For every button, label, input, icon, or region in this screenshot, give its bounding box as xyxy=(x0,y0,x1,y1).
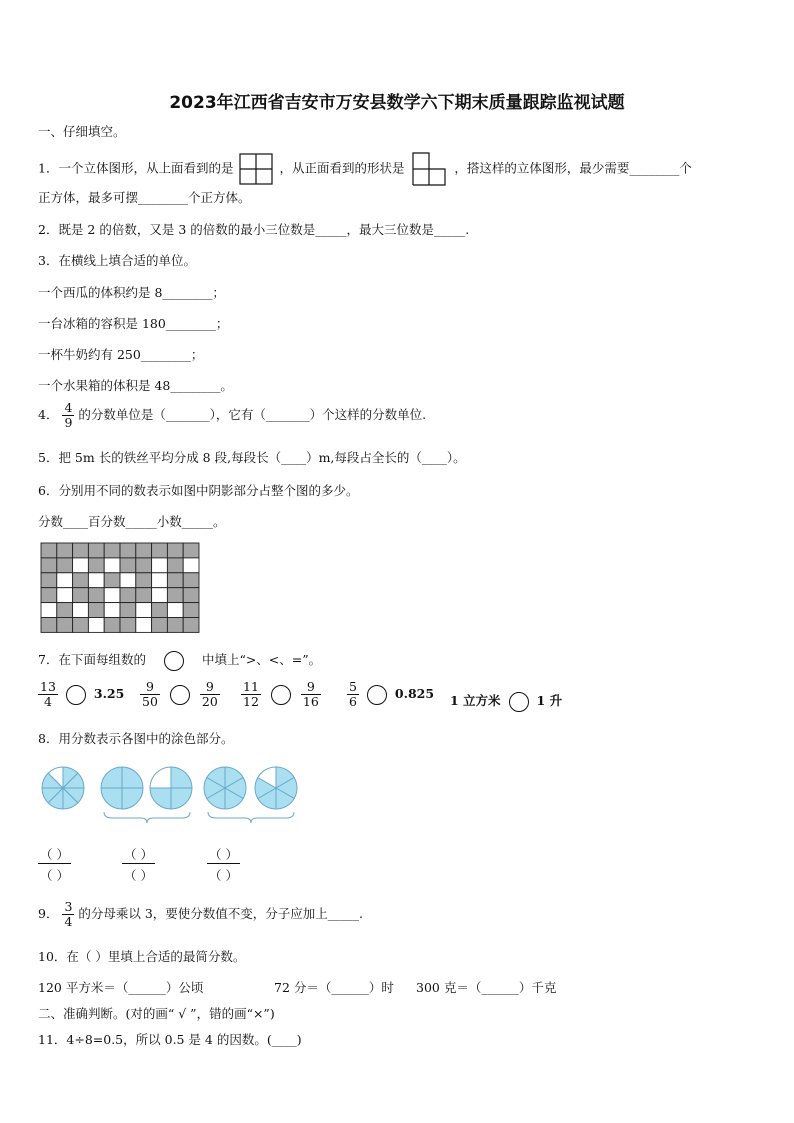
grid-cell xyxy=(41,573,57,588)
fraction-denominator: 50 xyxy=(142,694,158,709)
fraction-denominator: 4 xyxy=(43,694,52,709)
q7-text-b: 中填上“>、<、=”。 xyxy=(201,652,322,667)
grid-cell xyxy=(136,588,152,603)
fraction-denominator: 6 xyxy=(349,694,357,709)
grid-cell xyxy=(88,588,104,603)
grid-cell xyxy=(104,558,120,573)
grid-cell xyxy=(41,588,57,603)
q4-text: 的分数单位是（_______），它有（_______）个这样的分数单位. xyxy=(78,407,427,422)
grid-cell xyxy=(73,558,89,573)
q7-item-2 xyxy=(140,680,220,709)
brace-group-3 xyxy=(208,812,294,823)
grid-cell xyxy=(104,603,120,618)
grid-cell xyxy=(73,603,89,618)
compare-circle[interactable] xyxy=(509,692,529,712)
question-1-line1 xyxy=(38,152,692,186)
question-1-line2: 正方体，最多可摆________个正方体。 xyxy=(38,190,251,205)
pie-circle-5 xyxy=(255,767,297,809)
grid-cell xyxy=(41,543,57,558)
compare-circle-sample xyxy=(164,651,184,671)
grid-cell xyxy=(104,573,120,588)
pie-circle-1 xyxy=(42,767,84,809)
answer-denominator[interactable]: （ ） xyxy=(40,868,69,883)
compare-circle[interactable] xyxy=(170,685,190,705)
pie-slice xyxy=(122,788,143,809)
grid-cell xyxy=(136,543,152,558)
fraction-numerator: 5 xyxy=(349,679,357,694)
question-6: 6．分别用不同的数表示如图中阴影部分占整个图的多少。 xyxy=(38,483,359,498)
q8-answer-1 xyxy=(38,845,71,884)
q8-answer-3 xyxy=(207,845,240,884)
grid-cell xyxy=(88,603,104,618)
grid-cell xyxy=(88,558,104,573)
q10-item-c: 300 克＝（______）千克 xyxy=(416,980,557,995)
answer-denominator[interactable]: （ ） xyxy=(209,868,238,883)
grid-cell xyxy=(136,573,152,588)
pie-slice xyxy=(101,767,122,788)
compare-value-left: 1 立方米 xyxy=(450,693,501,708)
grid-cell xyxy=(57,618,73,633)
q1-text-c: ，搭这样的立体图形，最少需要________个 xyxy=(454,160,692,176)
question-9 xyxy=(38,900,363,929)
answer-numerator[interactable]: （ ） xyxy=(124,847,153,862)
question-3-item-d: 一个水果箱的体积是 48________。 xyxy=(38,378,233,393)
q4-fraction xyxy=(62,401,74,430)
question-3-item-a: 一个西瓜的体积约是 8________； xyxy=(38,285,225,300)
grid-cell xyxy=(183,618,199,633)
grid-cell xyxy=(88,618,104,633)
grid-cell xyxy=(152,558,168,573)
compare-circle[interactable] xyxy=(271,685,291,705)
section-2-heading: 二、准确判断。(对的画“ √ ”，错的画“×”) xyxy=(38,1006,275,1021)
brace-group-2 xyxy=(104,812,190,823)
q4-denominator: 9 xyxy=(64,415,73,430)
answer-numerator[interactable]: （ ） xyxy=(40,847,69,862)
grid-cell xyxy=(88,543,104,558)
question-11: 11．4÷8=0.5，所以 0.5 是 4 的因数。(____) xyxy=(38,1032,302,1047)
compare-circle[interactable] xyxy=(66,685,86,705)
question-7 xyxy=(38,650,321,671)
grid-cell xyxy=(120,543,136,558)
grid-cell xyxy=(57,603,73,618)
grid-cell xyxy=(183,573,199,588)
compare-value: 3.25 xyxy=(93,686,125,701)
compare-value: 0.825 xyxy=(394,686,435,701)
q9-numerator: 3 xyxy=(64,899,73,914)
fraction-denominator: 20 xyxy=(201,694,218,709)
fraction-numerator: 9 xyxy=(301,680,321,695)
q10-item-a: 120 平方米＝（______）公顷 xyxy=(38,980,204,995)
grid-cell xyxy=(152,588,168,603)
question-5: 5．把 5m 长的铁丝平均分成 8 段,每段长（____）m,每段占全长的（____）。 xyxy=(38,450,466,465)
pie-slice xyxy=(122,767,143,788)
grid-cell xyxy=(73,543,89,558)
grid-cell xyxy=(183,588,199,603)
fraction-numerator: 9 xyxy=(200,680,220,695)
grid-cell xyxy=(183,603,199,618)
section-1-heading: 一、仔细填空。 xyxy=(38,124,126,139)
grid-cell xyxy=(167,558,183,573)
pie-slice xyxy=(171,788,192,809)
grid-cell xyxy=(88,573,104,588)
question-10: 10．在（ ）里填上合适的最简分数。 xyxy=(38,949,246,964)
pie-circles-figure xyxy=(40,760,310,830)
q4-numerator: 4 xyxy=(64,400,73,415)
question-2: 2．既是 2 的倍数，又是 3 的倍数的最小三位数是_____，最大三位数是_____. xyxy=(38,222,470,237)
grid-cell xyxy=(41,558,57,573)
q7-text-a: 7．在下面每组数的 xyxy=(38,652,146,667)
grid-cell xyxy=(41,618,57,633)
question-3-item-b: 一台冰箱的容积是 180________； xyxy=(38,316,229,331)
grid-cell xyxy=(120,573,136,588)
grid-cell xyxy=(104,618,120,633)
pie-slice xyxy=(150,788,171,809)
grid-cell xyxy=(152,573,168,588)
grid-cell xyxy=(57,558,73,573)
grid-cell xyxy=(152,543,168,558)
q10-item-b: 72 分＝（______）时 xyxy=(274,980,394,995)
pie-circle-3 xyxy=(150,767,192,809)
grid-cell xyxy=(104,543,120,558)
grid-cell xyxy=(57,573,73,588)
grid-cell xyxy=(120,558,136,573)
fraction-numerator: 11 xyxy=(243,679,259,694)
grid-cell xyxy=(41,603,57,618)
q9-number: 9． xyxy=(38,906,59,921)
grid-cell xyxy=(73,573,89,588)
compare-circle[interactable] xyxy=(367,685,387,705)
shaded-grid-figure xyxy=(40,542,200,634)
q8-answer-2 xyxy=(122,845,155,884)
fraction-denominator: 12 xyxy=(243,694,259,709)
q7-item-1 xyxy=(38,680,124,709)
q9-text: 的分母乘以 3，要使分数值不变，分子应加上_____. xyxy=(78,906,364,921)
grid-cell xyxy=(167,543,183,558)
grid-cell xyxy=(57,543,73,558)
q9-denominator: 4 xyxy=(64,914,73,929)
question-8: 8．用分数表示各图中的涂色部分。 xyxy=(38,731,234,746)
pie-slice xyxy=(171,767,192,788)
answer-denominator[interactable]: （ ） xyxy=(124,868,153,883)
grid-cell xyxy=(183,543,199,558)
grid-cell xyxy=(152,618,168,633)
pie-circle-4 xyxy=(204,767,246,809)
q7-item-5 xyxy=(450,691,562,712)
fraction-numerator: 9 xyxy=(140,680,160,695)
q7-item-3 xyxy=(241,680,321,709)
grid-cell xyxy=(120,588,136,603)
q1-text-b: ，从正面看到的形状是 xyxy=(279,160,405,176)
question-4 xyxy=(38,401,426,430)
grid-cell xyxy=(104,588,120,603)
grid-cell xyxy=(167,573,183,588)
fraction-denominator: 16 xyxy=(302,694,319,709)
grid-cell xyxy=(57,588,73,603)
q4-number: 4． xyxy=(38,407,59,422)
pie-slice xyxy=(101,788,122,809)
q7-item-4 xyxy=(347,680,434,709)
grid-cell xyxy=(73,588,89,603)
grid-cell xyxy=(136,603,152,618)
page-title: 2023年江西省吉安市万安县数学六下期末质量跟踪监视试题 xyxy=(169,93,625,113)
grid-cell xyxy=(120,603,136,618)
answer-numerator[interactable]: （ ） xyxy=(209,847,238,862)
question-3-item-c: 一杯牛奶约有 250________； xyxy=(38,347,204,362)
grid-cell xyxy=(73,618,89,633)
grid-cell xyxy=(120,618,136,633)
fraction-numerator: 13 xyxy=(40,679,56,694)
grid-cell xyxy=(167,588,183,603)
front-view-figure xyxy=(412,152,446,186)
question-3: 3．在横线上填合适的单位。 xyxy=(38,253,196,268)
grid-cell xyxy=(136,558,152,573)
grid-cell xyxy=(167,603,183,618)
grid-cell xyxy=(183,558,199,573)
grid-cell xyxy=(136,618,152,633)
grid-cell xyxy=(152,603,168,618)
pie-circle-2 xyxy=(101,767,143,809)
question-6-answers: 分数____百分数_____小数_____。 xyxy=(38,514,226,529)
top-view-figure xyxy=(239,153,273,185)
grid-cell xyxy=(167,618,183,633)
pie-slice xyxy=(150,767,171,788)
q1-text-a: 1．一个立体图形，从上面看到的是 xyxy=(38,160,234,176)
compare-value-right: 1 升 xyxy=(536,693,563,708)
